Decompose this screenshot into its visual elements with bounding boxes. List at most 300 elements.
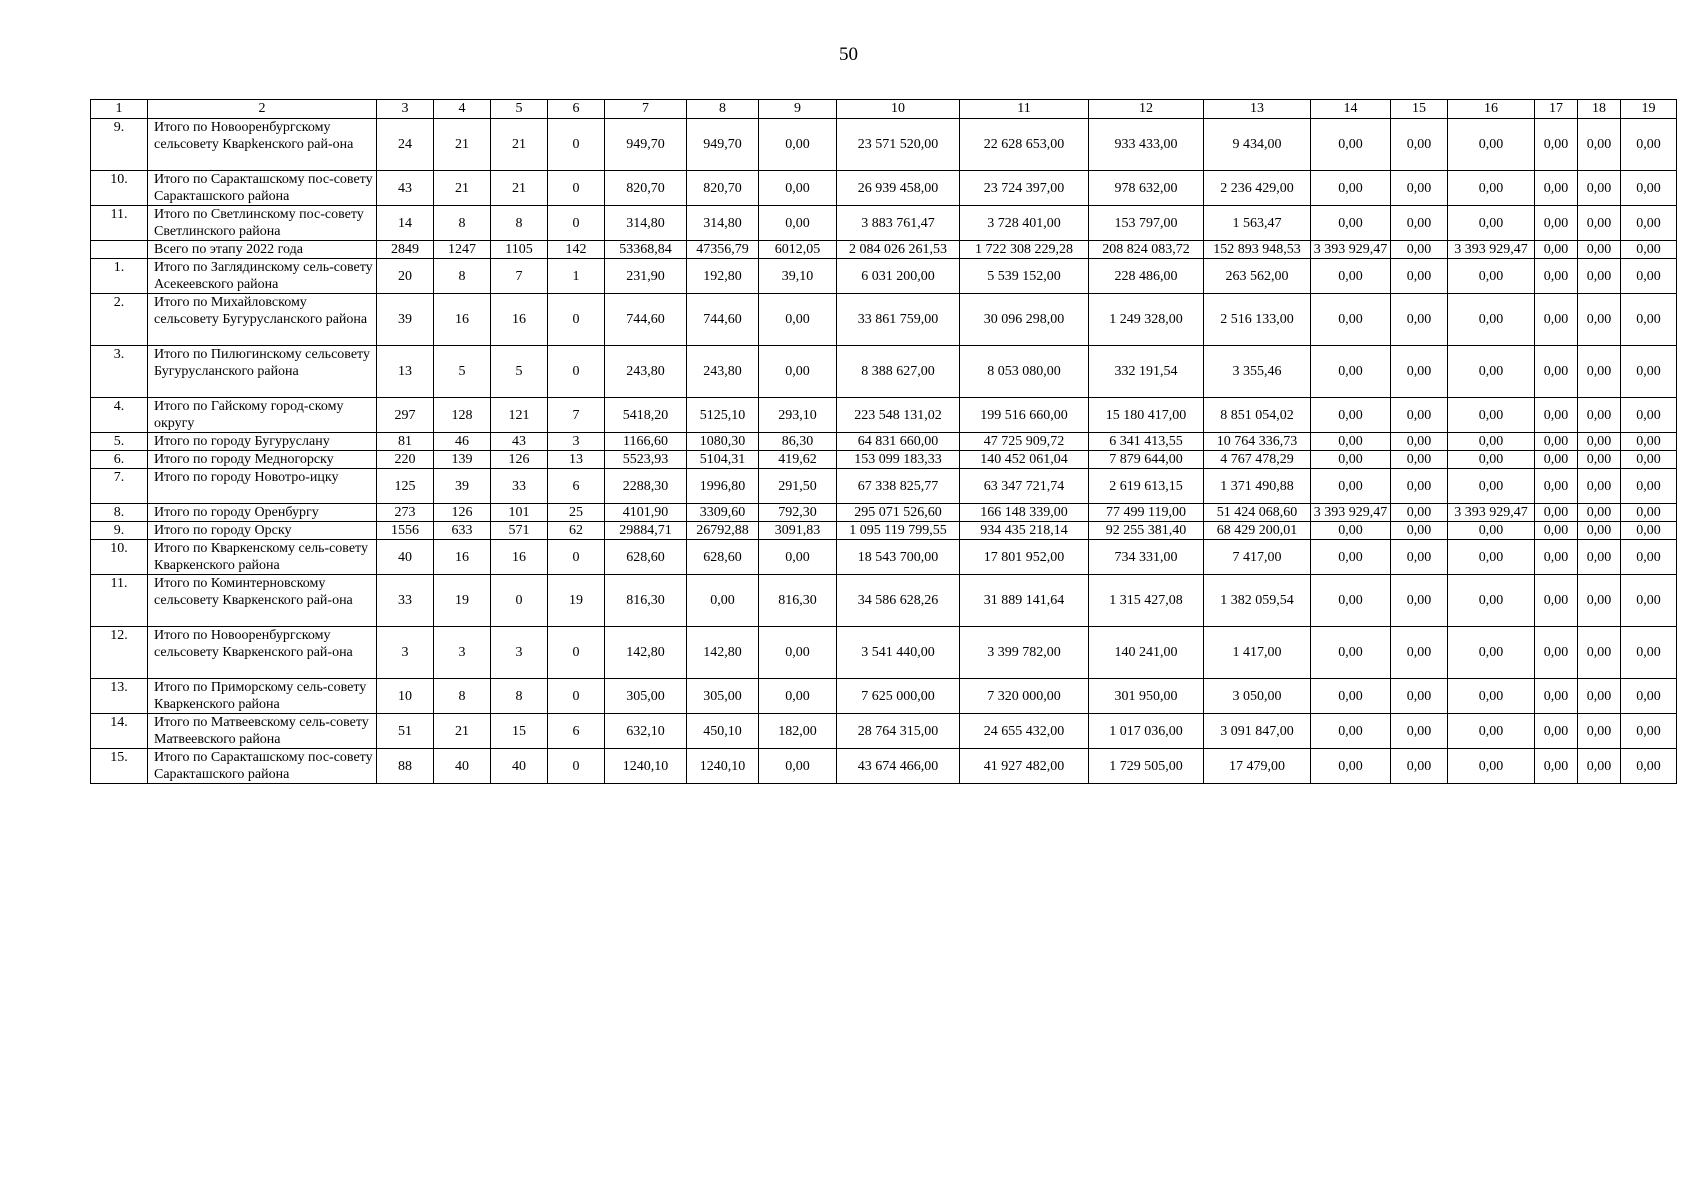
- table-cell: 63 347 721,74: [960, 469, 1089, 504]
- table-cell: 0,00: [1578, 294, 1621, 346]
- column-header: 2: [148, 100, 377, 119]
- table-cell: 5125,10: [687, 398, 759, 433]
- table-cell: 139: [434, 451, 491, 469]
- table-cell: 0,00: [1535, 679, 1578, 714]
- table-cell: 0,00: [1448, 575, 1535, 627]
- table-cell: 31 889 141,64: [960, 575, 1089, 627]
- table-cell: 0,00: [759, 540, 837, 575]
- table-cell: 23 724 397,00: [960, 171, 1089, 206]
- table-cell: 0,00: [1621, 540, 1677, 575]
- row-name: Итого по Матвеевскому сель-совету Матвеевского района: [148, 714, 377, 749]
- table-cell: 0: [548, 749, 605, 784]
- table-row: [91, 522, 1677, 540]
- table-cell: 243,80: [605, 346, 687, 398]
- table-row: [91, 504, 1677, 522]
- table-cell: 0,00: [1391, 433, 1448, 451]
- table-cell: 140 452 061,04: [960, 451, 1089, 469]
- table-cell: 24: [377, 119, 434, 171]
- table-cell: 1 017 036,00: [1089, 714, 1204, 749]
- table-row: [91, 714, 1677, 749]
- table-cell: 0,00: [1311, 714, 1391, 749]
- table-cell: 820,70: [605, 171, 687, 206]
- table-cell: 8: [434, 679, 491, 714]
- table-cell: 0,00: [1311, 575, 1391, 627]
- table-cell: 33 861 759,00: [837, 294, 960, 346]
- table-cell: 0,00: [759, 346, 837, 398]
- table-cell: 0,00: [1448, 540, 1535, 575]
- table-cell: 0,00: [759, 627, 837, 679]
- table-cell: 43: [377, 171, 434, 206]
- table-cell: 81: [377, 433, 434, 451]
- table-cell: 1 563,47: [1204, 206, 1311, 241]
- column-header: 16: [1448, 100, 1535, 119]
- table-cell: 0,00: [1621, 119, 1677, 171]
- column-header: 7: [605, 100, 687, 119]
- row-name: Итого по Новооренбургскому сельсовету Кваркенского рай-она: [148, 627, 377, 679]
- table-cell: 6: [548, 714, 605, 749]
- row-name: Итого по Кваркенскому сель-совету Кваркенского района: [148, 540, 377, 575]
- table-cell: 3 050,00: [1204, 679, 1311, 714]
- table-cell: 17 479,00: [1204, 749, 1311, 784]
- table-cell: 0,00: [1448, 627, 1535, 679]
- table-cell: 0,00: [1391, 522, 1448, 540]
- table-row: [91, 241, 1677, 259]
- table-cell: 0,00: [1311, 119, 1391, 171]
- table-cell: 0,00: [1448, 522, 1535, 540]
- table-cell: 0,00: [1578, 259, 1621, 294]
- table-cell: 153 099 183,33: [837, 451, 960, 469]
- table-cell: 39,10: [759, 259, 837, 294]
- table-cell: 41 927 482,00: [960, 749, 1089, 784]
- table-cell: 0,00: [1391, 241, 1448, 259]
- table-cell: 0,00: [1621, 714, 1677, 749]
- column-header: 1: [91, 100, 148, 119]
- table-cell: 419,62: [759, 451, 837, 469]
- table-cell: 6 031 200,00: [837, 259, 960, 294]
- table-cell: 0,00: [759, 294, 837, 346]
- table-cell: 0,00: [1578, 714, 1621, 749]
- table-cell: 0,00: [1578, 575, 1621, 627]
- table-cell: 3 883 761,47: [837, 206, 960, 241]
- row-number: 4.: [91, 398, 148, 433]
- table-cell: 21: [491, 119, 548, 171]
- table-cell: 0,00: [1391, 540, 1448, 575]
- table-cell: 40: [491, 749, 548, 784]
- table-cell: 25: [548, 504, 605, 522]
- table-row: [91, 119, 1677, 171]
- table-cell: 142: [548, 241, 605, 259]
- table-cell: 0,00: [1391, 171, 1448, 206]
- table-cell: 744,60: [687, 294, 759, 346]
- table-cell: 0,00: [1448, 294, 1535, 346]
- table-cell: 4 767 478,29: [1204, 451, 1311, 469]
- row-name: Итого по Коминтерновскому сельсовету Кваркенского рай-она: [148, 575, 377, 627]
- column-header: 17: [1535, 100, 1578, 119]
- table-cell: 8: [491, 206, 548, 241]
- table-cell: 125: [377, 469, 434, 504]
- row-number: 11.: [91, 575, 148, 627]
- table-cell: 6012,05: [759, 241, 837, 259]
- table-cell: 0,00: [1535, 433, 1578, 451]
- table-cell: 43 674 466,00: [837, 749, 960, 784]
- table-cell: 1: [548, 259, 605, 294]
- table-row: [91, 171, 1677, 206]
- table-cell: 86,30: [759, 433, 837, 451]
- table-cell: 0,00: [1535, 627, 1578, 679]
- table-cell: 0,00: [1621, 259, 1677, 294]
- table-cell: 0,00: [1578, 433, 1621, 451]
- table-cell: 0,00: [1391, 346, 1448, 398]
- table-row: [91, 679, 1677, 714]
- row-name: Итого по городу Новотро-ицку: [148, 469, 377, 504]
- table-cell: 3 393 929,47: [1311, 504, 1391, 522]
- table-cell: 0: [491, 575, 548, 627]
- table-row: [91, 433, 1677, 451]
- table-cell: 0,00: [1311, 433, 1391, 451]
- row-number: 12.: [91, 627, 148, 679]
- table-cell: 0,00: [1391, 206, 1448, 241]
- row-number: 2.: [91, 294, 148, 346]
- row-number: 10.: [91, 540, 148, 575]
- table-row: [91, 294, 1677, 346]
- table-cell: 816,30: [605, 575, 687, 627]
- table-cell: 0,00: [1535, 241, 1578, 259]
- table-row: [91, 259, 1677, 294]
- row-number: 1.: [91, 259, 148, 294]
- row-name: Итого по Гайскому город-скому округу: [148, 398, 377, 433]
- table-cell: 43: [491, 433, 548, 451]
- table-cell: 0,00: [759, 749, 837, 784]
- table-cell: 0,00: [1311, 679, 1391, 714]
- table-cell: 0,00: [1311, 259, 1391, 294]
- table-cell: 632,10: [605, 714, 687, 749]
- table-cell: 26 939 458,00: [837, 171, 960, 206]
- table-row: [91, 540, 1677, 575]
- table-cell: 0,00: [1535, 451, 1578, 469]
- table-cell: 0,00: [1621, 433, 1677, 451]
- table-cell: 16: [434, 294, 491, 346]
- table-cell: 0,00: [1391, 398, 1448, 433]
- table-cell: 0,00: [1391, 749, 1448, 784]
- table-cell: 0: [548, 294, 605, 346]
- table-cell: 0,00: [759, 171, 837, 206]
- table-cell: 0: [548, 346, 605, 398]
- column-header: 19: [1621, 100, 1677, 119]
- table-cell: 8: [434, 259, 491, 294]
- table-cell: 7 625 000,00: [837, 679, 960, 714]
- table-cell: 263 562,00: [1204, 259, 1311, 294]
- table-cell: 1 722 308 229,28: [960, 241, 1089, 259]
- table-cell: 153 797,00: [1089, 206, 1204, 241]
- table-cell: 0,00: [1621, 469, 1677, 504]
- table-cell: 5418,20: [605, 398, 687, 433]
- table-cell: 0,00: [1448, 119, 1535, 171]
- table-cell: 0,00: [1621, 206, 1677, 241]
- table-cell: 92 255 381,40: [1089, 522, 1204, 540]
- table-cell: 3: [377, 627, 434, 679]
- column-header: 9: [759, 100, 837, 119]
- table-cell: 1105: [491, 241, 548, 259]
- row-number: [91, 241, 148, 259]
- table-cell: 0,00: [1578, 627, 1621, 679]
- table-cell: 223 548 131,02: [837, 398, 960, 433]
- table-cell: 0,00: [1578, 504, 1621, 522]
- table-cell: 23 571 520,00: [837, 119, 960, 171]
- table-cell: 243,80: [687, 346, 759, 398]
- table-cell: 21: [491, 171, 548, 206]
- row-name: Итого по городу Орску: [148, 522, 377, 540]
- table-cell: 46: [434, 433, 491, 451]
- table-cell: 2 619 613,15: [1089, 469, 1204, 504]
- table-cell: 40: [434, 749, 491, 784]
- table-cell: 0,00: [1578, 241, 1621, 259]
- table-cell: 140 241,00: [1089, 627, 1204, 679]
- table-cell: 0,00: [1621, 451, 1677, 469]
- table-cell: 40: [377, 540, 434, 575]
- table-cell: 0,00: [1391, 714, 1448, 749]
- table-cell: 0,00: [1311, 294, 1391, 346]
- table-cell: 152 893 948,53: [1204, 241, 1311, 259]
- table-cell: 0,00: [1311, 749, 1391, 784]
- table-cell: 3 399 782,00: [960, 627, 1089, 679]
- table-cell: 0,00: [1448, 346, 1535, 398]
- table-cell: 0,00: [1448, 714, 1535, 749]
- table-cell: 0,00: [687, 575, 759, 627]
- table-cell: 332 191,54: [1089, 346, 1204, 398]
- table-cell: 3 091 847,00: [1204, 714, 1311, 749]
- table-cell: 0,00: [1535, 119, 1578, 171]
- table-cell: 0,00: [1535, 575, 1578, 627]
- table-cell: 1 249 328,00: [1089, 294, 1204, 346]
- table-cell: 0,00: [1311, 451, 1391, 469]
- table-cell: 0: [548, 171, 605, 206]
- table-cell: 734 331,00: [1089, 540, 1204, 575]
- table-cell: 121: [491, 398, 548, 433]
- table-cell: 68 429 200,01: [1204, 522, 1311, 540]
- table-row: [91, 749, 1677, 784]
- table-cell: 21: [434, 119, 491, 171]
- table-cell: 8 851 054,02: [1204, 398, 1311, 433]
- table-cell: 0,00: [1535, 749, 1578, 784]
- row-name: Итого по Пилюгинскому сельсовету Бугурусланского района: [148, 346, 377, 398]
- table-cell: 228 486,00: [1089, 259, 1204, 294]
- table-cell: 1996,80: [687, 469, 759, 504]
- row-name: Итого по городу Бугуруслану: [148, 433, 377, 451]
- table-cell: 18 543 700,00: [837, 540, 960, 575]
- table-cell: 33: [377, 575, 434, 627]
- table-cell: 291,50: [759, 469, 837, 504]
- table-cell: 0,00: [759, 679, 837, 714]
- table-cell: 7 879 644,00: [1089, 451, 1204, 469]
- table-cell: 4101,90: [605, 504, 687, 522]
- column-header: 12: [1089, 100, 1204, 119]
- table-cell: 3 355,46: [1204, 346, 1311, 398]
- table-cell: 0,00: [1578, 540, 1621, 575]
- table-cell: 0,00: [1621, 241, 1677, 259]
- table-cell: 2 516 133,00: [1204, 294, 1311, 346]
- table-cell: 51 424 068,60: [1204, 504, 1311, 522]
- table-cell: 1 417,00: [1204, 627, 1311, 679]
- table-cell: 5523,93: [605, 451, 687, 469]
- table-cell: 2288,30: [605, 469, 687, 504]
- table-cell: 0: [548, 627, 605, 679]
- column-header: 6: [548, 100, 605, 119]
- table-cell: 0,00: [1535, 504, 1578, 522]
- table-cell: 0: [548, 540, 605, 575]
- table-cell: 0,00: [1578, 171, 1621, 206]
- table-cell: 166 148 339,00: [960, 504, 1089, 522]
- header-row: [91, 100, 1677, 119]
- table-cell: 0,00: [1578, 206, 1621, 241]
- table-cell: 16: [491, 294, 548, 346]
- table-cell: 142,80: [605, 627, 687, 679]
- table-cell: 0,00: [1391, 259, 1448, 294]
- table-cell: 2 084 026 261,53: [837, 241, 960, 259]
- table-cell: 1 382 059,54: [1204, 575, 1311, 627]
- table-cell: 3091,83: [759, 522, 837, 540]
- table-cell: 15: [491, 714, 548, 749]
- table-cell: 30 096 298,00: [960, 294, 1089, 346]
- table-cell: 7 417,00: [1204, 540, 1311, 575]
- table-cell: 5 539 152,00: [960, 259, 1089, 294]
- table-cell: 1 371 490,88: [1204, 469, 1311, 504]
- row-name: Итого по Михайловскому сельсовету Бугурусланского района: [148, 294, 377, 346]
- row-name: Итого по Светлинскому пос-совету Светлинского района: [148, 206, 377, 241]
- table-cell: 0: [548, 206, 605, 241]
- row-name: Итого по Новооренбургскому сельсовету Кварkенского рай-она: [148, 119, 377, 171]
- table-cell: 0,00: [1621, 749, 1677, 784]
- table-cell: 0,00: [1535, 259, 1578, 294]
- table-cell: 6: [548, 469, 605, 504]
- table-cell: 0,00: [1391, 504, 1448, 522]
- table-cell: 192,80: [687, 259, 759, 294]
- table-cell: 7 320 000,00: [960, 679, 1089, 714]
- table-cell: 1166,60: [605, 433, 687, 451]
- table-cell: 20: [377, 259, 434, 294]
- table-cell: 5: [434, 346, 491, 398]
- row-name: Итого по Саракташскому пос-совету Саракташского района: [148, 171, 377, 206]
- table-cell: 0,00: [1578, 469, 1621, 504]
- table-cell: 0,00: [1391, 679, 1448, 714]
- row-name: Итого по городу Медногорску: [148, 451, 377, 469]
- table-cell: 0,00: [1311, 522, 1391, 540]
- table-cell: 3309,60: [687, 504, 759, 522]
- table-cell: 0,00: [1448, 398, 1535, 433]
- table-cell: 126: [491, 451, 548, 469]
- table-cell: 628,60: [687, 540, 759, 575]
- table-cell: 0,00: [1448, 679, 1535, 714]
- table-cell: 142,80: [687, 627, 759, 679]
- table-cell: 182,00: [759, 714, 837, 749]
- table-cell: 0,00: [1311, 171, 1391, 206]
- table-cell: 3 541 440,00: [837, 627, 960, 679]
- table-cell: 816,30: [759, 575, 837, 627]
- table-cell: 0,00: [1448, 433, 1535, 451]
- table-row: [91, 469, 1677, 504]
- row-name: Всего по этапу 2022 года: [148, 241, 377, 259]
- table-cell: 34 586 628,26: [837, 575, 960, 627]
- table-row: [91, 451, 1677, 469]
- table-cell: 0,00: [1535, 522, 1578, 540]
- table-cell: 220: [377, 451, 434, 469]
- table-cell: 0,00: [1448, 749, 1535, 784]
- table-cell: 8 053 080,00: [960, 346, 1089, 398]
- table-cell: 24 655 432,00: [960, 714, 1089, 749]
- table-cell: 1240,10: [605, 749, 687, 784]
- table-cell: 2 236 429,00: [1204, 171, 1311, 206]
- page-number: 50: [839, 44, 858, 65]
- table-cell: 314,80: [687, 206, 759, 241]
- table-cell: 820,70: [687, 171, 759, 206]
- table-cell: 77 499 119,00: [1089, 504, 1204, 522]
- table-cell: 5: [491, 346, 548, 398]
- column-header: 14: [1311, 100, 1391, 119]
- table-cell: 26792,88: [687, 522, 759, 540]
- row-number: 3.: [91, 346, 148, 398]
- table-cell: 0,00: [1621, 346, 1677, 398]
- row-number: 7.: [91, 469, 148, 504]
- table-cell: 5104,31: [687, 451, 759, 469]
- table-cell: 0,00: [1448, 206, 1535, 241]
- column-header: 5: [491, 100, 548, 119]
- table-cell: 0,00: [1621, 575, 1677, 627]
- table-cell: 2849: [377, 241, 434, 259]
- table-cell: 21: [434, 714, 491, 749]
- table-cell: 3 728 401,00: [960, 206, 1089, 241]
- column-header: 4: [434, 100, 491, 119]
- column-header: 13: [1204, 100, 1311, 119]
- table-cell: 0,00: [1535, 171, 1578, 206]
- table-cell: 1247: [434, 241, 491, 259]
- table-cell: 301 950,00: [1089, 679, 1204, 714]
- table-cell: 0,00: [759, 119, 837, 171]
- table-cell: 1556: [377, 522, 434, 540]
- table-cell: 792,30: [759, 504, 837, 522]
- table-cell: 16: [434, 540, 491, 575]
- row-number: 5.: [91, 433, 148, 451]
- table-cell: 0,00: [1621, 522, 1677, 540]
- table-cell: 744,60: [605, 294, 687, 346]
- row-number: 11.: [91, 206, 148, 241]
- table-cell: 0,00: [1448, 451, 1535, 469]
- table-cell: 88: [377, 749, 434, 784]
- column-header: 8: [687, 100, 759, 119]
- table-cell: 0,00: [1535, 714, 1578, 749]
- table-cell: 13: [548, 451, 605, 469]
- table-cell: 39: [377, 294, 434, 346]
- table-cell: 0,00: [1311, 627, 1391, 679]
- table-cell: 1 095 119 799,55: [837, 522, 960, 540]
- table-cell: 0,00: [1621, 398, 1677, 433]
- table-cell: 3: [434, 627, 491, 679]
- table-body: [91, 100, 1677, 784]
- table-cell: 3 393 929,47: [1311, 241, 1391, 259]
- table-cell: 0,00: [1448, 259, 1535, 294]
- table-cell: 0,00: [1535, 540, 1578, 575]
- table-cell: 0,00: [1621, 627, 1677, 679]
- table-cell: 28 764 315,00: [837, 714, 960, 749]
- table-cell: 0,00: [1578, 119, 1621, 171]
- table-cell: 3 393 929,47: [1448, 504, 1535, 522]
- table-cell: 1240,10: [687, 749, 759, 784]
- column-header: 18: [1578, 100, 1621, 119]
- table-cell: 3 393 929,47: [1448, 241, 1535, 259]
- table-cell: 0,00: [1578, 346, 1621, 398]
- table-cell: 19: [548, 575, 605, 627]
- table-cell: 53368,84: [605, 241, 687, 259]
- table-cell: 29884,71: [605, 522, 687, 540]
- table-cell: 0,00: [1311, 398, 1391, 433]
